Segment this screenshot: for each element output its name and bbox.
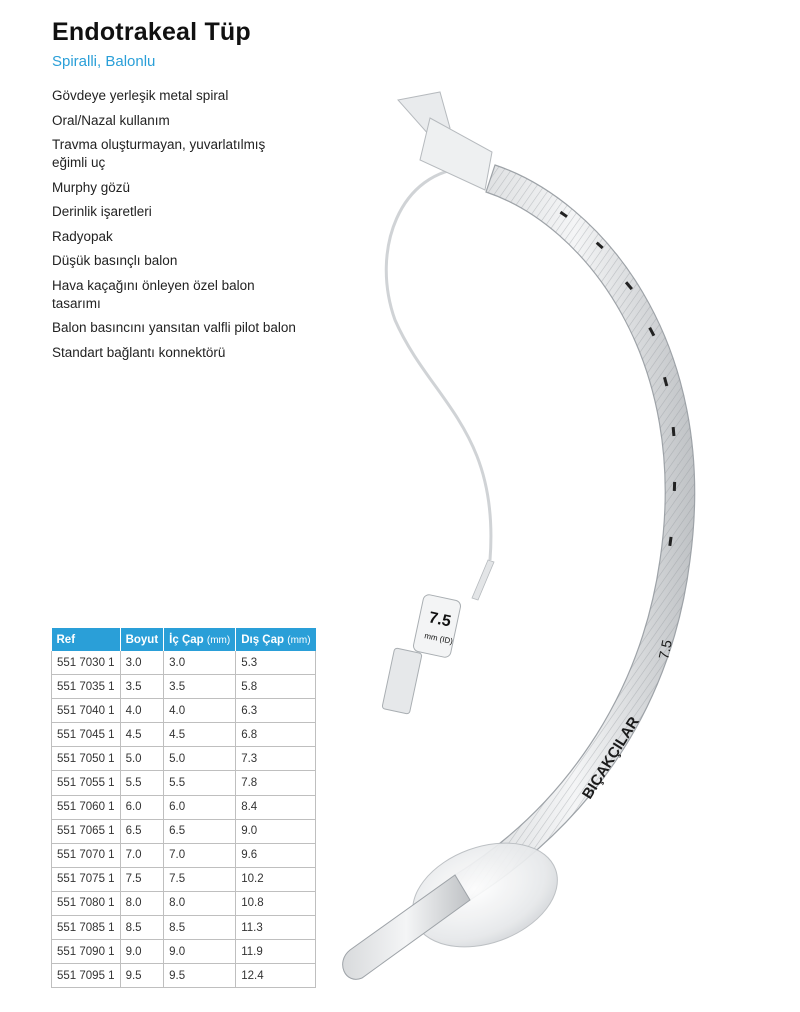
cell-dis-cap: 11.9 xyxy=(236,940,316,964)
cell-boyut: 9.0 xyxy=(120,940,164,964)
pilot-size-label: 7.5 xyxy=(427,609,453,631)
cell-ref: 551 7075 1 xyxy=(52,867,121,891)
table-row xyxy=(52,651,316,675)
cell-ic-cap: 3.0 xyxy=(164,651,236,675)
cell-ic-cap: 5.5 xyxy=(164,771,236,795)
cell-dis-cap: 7.8 xyxy=(236,771,316,795)
cell-boyut: 7.0 xyxy=(120,843,164,867)
cell-ic-cap: 6.5 xyxy=(164,819,236,843)
cell-dis-cap: 7.3 xyxy=(236,747,316,771)
pilot-unit-label: mm (ID) xyxy=(423,631,454,646)
table-row xyxy=(52,747,316,771)
feature-item: Gövdeye yerleşik metal spiral xyxy=(52,88,229,103)
feature-item: Hava kaçağını önleyen özel balon tasarımı xyxy=(52,277,255,311)
cell-dis-cap: 10.8 xyxy=(236,891,316,915)
cell-dis-cap: 5.3 xyxy=(236,651,316,675)
table-row xyxy=(52,819,316,843)
cell-ic-cap: 7.5 xyxy=(164,867,236,891)
feature-item: Derinlik işaretleri xyxy=(52,204,152,219)
table-row xyxy=(52,867,316,891)
feature-item: Murphy gözü xyxy=(52,179,131,195)
cell-boyut: 5.0 xyxy=(120,747,164,771)
cell-dis-cap: 11.3 xyxy=(236,916,316,940)
cell-boyut: 3.5 xyxy=(120,675,164,699)
tube-brand-text: BIÇAKÇILAR xyxy=(578,713,643,803)
cell-ref: 551 7085 1 xyxy=(52,916,121,940)
cell-ic-cap: 8.5 xyxy=(164,916,236,940)
cell-dis-cap: 8.4 xyxy=(236,795,316,819)
cell-ic-cap: 8.0 xyxy=(164,891,236,915)
cell-ref: 551 7065 1 xyxy=(52,819,121,843)
cell-boyut: 3.0 xyxy=(120,651,164,675)
cell-dis-cap: 12.4 xyxy=(236,964,316,988)
cell-boyut: 6.5 xyxy=(120,819,164,843)
page-subtitle: Spiralli, Balonlu xyxy=(52,53,156,70)
cell-ic-cap: 6.0 xyxy=(164,795,236,819)
cell-boyut: 8.5 xyxy=(120,916,164,940)
header-ic-cap: İç Çap (mm) xyxy=(164,628,236,651)
table-row xyxy=(52,675,316,699)
cell-ref: 551 7060 1 xyxy=(52,795,121,819)
cell-ref: 551 7080 1 xyxy=(52,891,121,915)
cell-boyut: 5.5 xyxy=(120,771,164,795)
cell-boyut: 4.5 xyxy=(120,723,164,747)
header-ref: Ref xyxy=(52,628,121,651)
table-row xyxy=(52,699,316,723)
cell-dis-cap: 5.8 xyxy=(236,675,316,699)
feature-item: Travma oluşturmayan, yuvarlatılmış eğimli uç xyxy=(52,137,266,170)
size-spec-table xyxy=(51,628,316,988)
feature-item: Radyopak xyxy=(52,228,113,244)
cell-ref: 551 7050 1 xyxy=(52,747,121,771)
cell-ref: 551 7040 1 xyxy=(52,699,121,723)
cell-boyut: 8.0 xyxy=(120,891,164,915)
feature-item: Standart bağlantı konnektörü xyxy=(52,344,226,360)
feature-item: Oral/Nazal kullanım xyxy=(52,112,170,128)
cell-ic-cap: 4.0 xyxy=(164,699,236,723)
cell-ic-cap: 9.5 xyxy=(164,964,236,988)
cell-ref: 551 7055 1 xyxy=(52,771,121,795)
cell-ref: 551 7095 1 xyxy=(52,964,121,988)
balloon-cuff xyxy=(398,824,572,966)
cell-dis-cap: 9.6 xyxy=(236,843,316,867)
tube-size-text: 7.5 xyxy=(655,638,675,661)
cell-dis-cap: 6.8 xyxy=(236,723,316,747)
feature-item: Balon basıncını yansıtan valfli pilot balon xyxy=(52,320,296,335)
table-row xyxy=(52,771,316,795)
header-boyut: Boyut xyxy=(120,628,164,651)
cell-ref: 551 7045 1 xyxy=(52,723,121,747)
cell-ic-cap: 3.5 xyxy=(164,675,236,699)
cell-dis-cap: 6.3 xyxy=(236,699,316,723)
table-row xyxy=(52,964,316,988)
cell-boyut: 4.0 xyxy=(120,699,164,723)
table-row xyxy=(52,891,316,915)
cell-ref: 551 7070 1 xyxy=(52,843,121,867)
cell-ref: 551 7035 1 xyxy=(52,675,121,699)
cell-boyut: 7.5 xyxy=(120,867,164,891)
cell-dis-cap: 10.2 xyxy=(236,867,316,891)
table-row xyxy=(52,843,316,867)
table-row xyxy=(52,723,316,747)
cell-ic-cap: 7.0 xyxy=(164,843,236,867)
header-dis-cap: Dış Çap (mm) xyxy=(236,628,316,651)
cell-ref: 551 7030 1 xyxy=(52,651,121,675)
cell-ref: 551 7090 1 xyxy=(52,940,121,964)
cell-ic-cap: 4.5 xyxy=(164,723,236,747)
cell-ic-cap: 5.0 xyxy=(164,747,236,771)
cell-dis-cap: 9.0 xyxy=(236,819,316,843)
page-title: Endotrakeal Tüp xyxy=(52,18,251,46)
table-row xyxy=(52,916,316,940)
table-header-row xyxy=(52,628,316,651)
table-row xyxy=(52,940,316,964)
feature-item: Düşük basınçlı balon xyxy=(52,253,178,268)
table-row xyxy=(52,795,316,819)
cell-boyut: 9.5 xyxy=(120,964,164,988)
connector xyxy=(398,92,492,190)
pilot-line xyxy=(386,168,491,560)
cell-boyut: 6.0 xyxy=(120,795,164,819)
cell-ic-cap: 9.0 xyxy=(164,940,236,964)
